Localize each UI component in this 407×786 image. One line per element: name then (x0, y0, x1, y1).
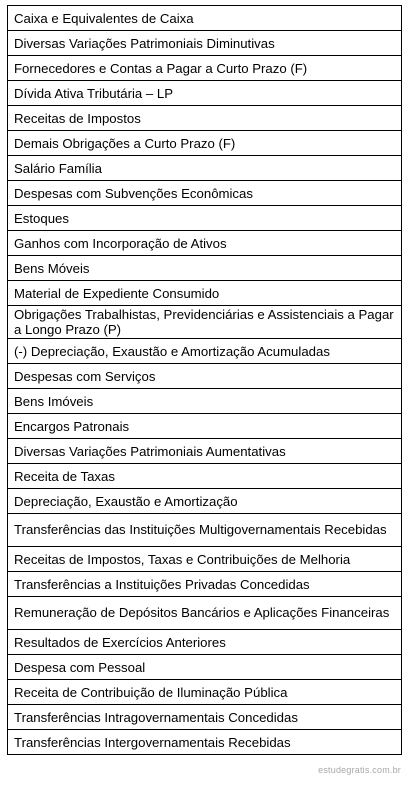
table-row (8, 680, 402, 705)
table-row (8, 364, 402, 389)
account-cell: Despesas com Subvenções Econômicas (8, 181, 402, 206)
table-row (8, 572, 402, 597)
table-row (8, 489, 402, 514)
table-row (8, 81, 402, 106)
account-cell: Receita de Taxas (8, 464, 402, 489)
table-row (8, 439, 402, 464)
table-row (8, 514, 402, 547)
account-cell: Despesas com Serviços (8, 364, 402, 389)
table-row (8, 6, 402, 31)
table-row (8, 56, 402, 81)
account-cell: Encargos Patronais (8, 414, 402, 439)
account-cell: Transferências das Instituições Multigovernamentais Recebidas (8, 514, 402, 547)
table-row (8, 339, 402, 364)
account-cell: Receitas de Impostos (8, 106, 402, 131)
account-cell: Bens Imóveis (8, 389, 402, 414)
table-row (8, 655, 402, 680)
table-row (8, 31, 402, 56)
account-cell: Receita de Contribuição de Iluminação Pública (8, 680, 402, 705)
watermark: estudegratis.com.br (318, 765, 401, 775)
account-cell: Transferências Intergovernamentais Recebidas (8, 730, 402, 755)
table-row (8, 705, 402, 730)
account-cell: Bens Móveis (8, 256, 402, 281)
accounts-table (7, 5, 402, 755)
account-cell: Resultados de Exercícios Anteriores (8, 630, 402, 655)
table-row (8, 131, 402, 156)
table-row (8, 231, 402, 256)
table-row (8, 181, 402, 206)
table-row (8, 389, 402, 414)
table-row (8, 256, 402, 281)
account-cell: Demais Obrigações a Curto Prazo (F) (8, 131, 402, 156)
account-cell: Fornecedores e Contas a Pagar a Curto Prazo (F) (8, 56, 402, 81)
account-cell: Transferências Intragovernamentais Concedidas (8, 705, 402, 730)
table-row (8, 106, 402, 131)
accounts-table-body (8, 6, 402, 755)
account-cell: Receitas de Impostos, Taxas e Contribuições de Melhoria (8, 547, 402, 572)
account-cell: Ganhos com Incorporação de Ativos (8, 231, 402, 256)
account-cell: Salário Família (8, 156, 402, 181)
account-cell: Diversas Variações Patrimoniais Diminutivas (8, 31, 402, 56)
account-cell: Material de Expediente Consumido (8, 281, 402, 306)
table-row (8, 597, 402, 630)
account-cell: Obrigações Trabalhistas, Previdenciárias e Assistenciais a Pagar a Longo Prazo (P) (8, 306, 402, 339)
table-row (8, 630, 402, 655)
account-cell: Caixa e Equivalentes de Caixa (8, 6, 402, 31)
account-cell: Estoques (8, 206, 402, 231)
table-row (8, 414, 402, 439)
account-cell: Depreciação, Exaustão e Amortização (8, 489, 402, 514)
account-cell: Remuneração de Depósitos Bancários e Aplicações Financeiras (8, 597, 402, 630)
table-row (8, 464, 402, 489)
table-row (8, 547, 402, 572)
account-cell: Diversas Variações Patrimoniais Aumentativas (8, 439, 402, 464)
table-row (8, 206, 402, 231)
account-cell: (-) Depreciação, Exaustão e Amortização Acumuladas (8, 339, 402, 364)
account-cell: Transferências a Instituições Privadas Concedidas (8, 572, 402, 597)
account-cell: Despesa com Pessoal (8, 655, 402, 680)
account-cell: Dívida Ativa Tributária – LP (8, 81, 402, 106)
table-row (8, 156, 402, 181)
table-row (8, 730, 402, 755)
table-row (8, 306, 402, 339)
table-row (8, 281, 402, 306)
